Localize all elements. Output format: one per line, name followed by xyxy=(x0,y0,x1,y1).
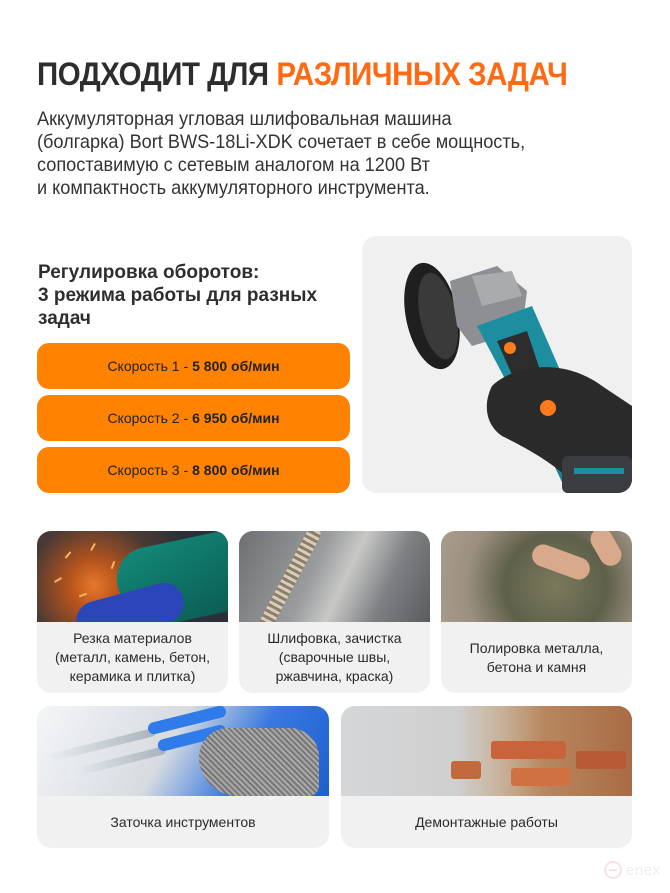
caption-line: Заточка инструментов xyxy=(110,813,256,830)
speed-value: 8 800 об/мин xyxy=(192,462,280,478)
knives-image xyxy=(37,706,329,796)
granite-polishing-image xyxy=(441,531,632,622)
application-card-polishing xyxy=(441,531,632,693)
application-card-sharpening xyxy=(37,706,329,848)
caption-line: Шлифовка, зачистка xyxy=(267,630,402,646)
speed-label: Скорость 3 - xyxy=(107,462,189,478)
angle-grinder-illustration xyxy=(362,236,632,493)
caption-line: Резка материалов xyxy=(73,630,192,646)
speed-label: Скорость 2 - xyxy=(107,410,189,426)
speed-3-badge xyxy=(37,447,350,493)
application-caption xyxy=(37,622,228,693)
caption-line: керамика и плитка) xyxy=(69,668,196,684)
caption-line: (сварочные швы, xyxy=(278,649,391,665)
title-main: ПОДХОДИТ ДЛЯ xyxy=(37,56,269,92)
enex-watermark xyxy=(604,861,661,879)
intro-line: (болгарка) Bort BWS-18Li-XDK сочетает в себе мощность, xyxy=(37,131,526,153)
application-caption xyxy=(239,622,430,693)
application-card-cutting xyxy=(37,531,228,693)
application-card-demolition xyxy=(341,706,632,848)
page-title xyxy=(37,56,567,93)
speed-heading-line: задач xyxy=(38,308,91,329)
caption-line: Полировка металла, xyxy=(469,639,604,656)
caption-line: ржавчина, краска) xyxy=(275,668,394,684)
speed-heading-line: Регулировка оборотов: xyxy=(38,262,260,283)
application-card-grinding xyxy=(239,531,430,693)
speed-value: 5 800 об/мин xyxy=(192,358,280,374)
speed-label: Скорость 1 - xyxy=(107,358,189,374)
application-caption xyxy=(37,796,329,848)
metal-cutting-image xyxy=(37,531,228,622)
application-caption xyxy=(441,622,632,693)
intro-line: Аккумуляторная угловая шлифовальная машина xyxy=(37,108,452,130)
intro-line: сопоставимую с сетевым аналогом на 1200 Вт xyxy=(37,154,430,176)
caption-line: бетона и камня xyxy=(486,658,587,675)
enex-logo-icon xyxy=(604,861,622,879)
grinder-product-image xyxy=(362,236,632,493)
title-accent: РАЗЛИЧНЫХ ЗАДАЧ xyxy=(276,56,568,92)
weld-seam-image xyxy=(239,531,430,622)
application-caption xyxy=(341,796,632,848)
speed-2-badge xyxy=(37,395,350,441)
intro-line: и компактность аккумуляторного инструмента. xyxy=(37,177,430,199)
caption-line: Демонтажные работы xyxy=(415,813,558,830)
speed-heading xyxy=(38,261,358,330)
speed-heading-line: 3 режима работы для разных xyxy=(38,285,318,306)
speed-1-badge xyxy=(37,343,350,389)
watermark-text: enex xyxy=(626,861,661,879)
intro-paragraph xyxy=(37,108,595,200)
caption-line: (металл, камень, бетон, xyxy=(54,649,211,665)
speed-value: 6 950 об/мин xyxy=(192,410,280,426)
brick-wall-image xyxy=(341,706,632,796)
